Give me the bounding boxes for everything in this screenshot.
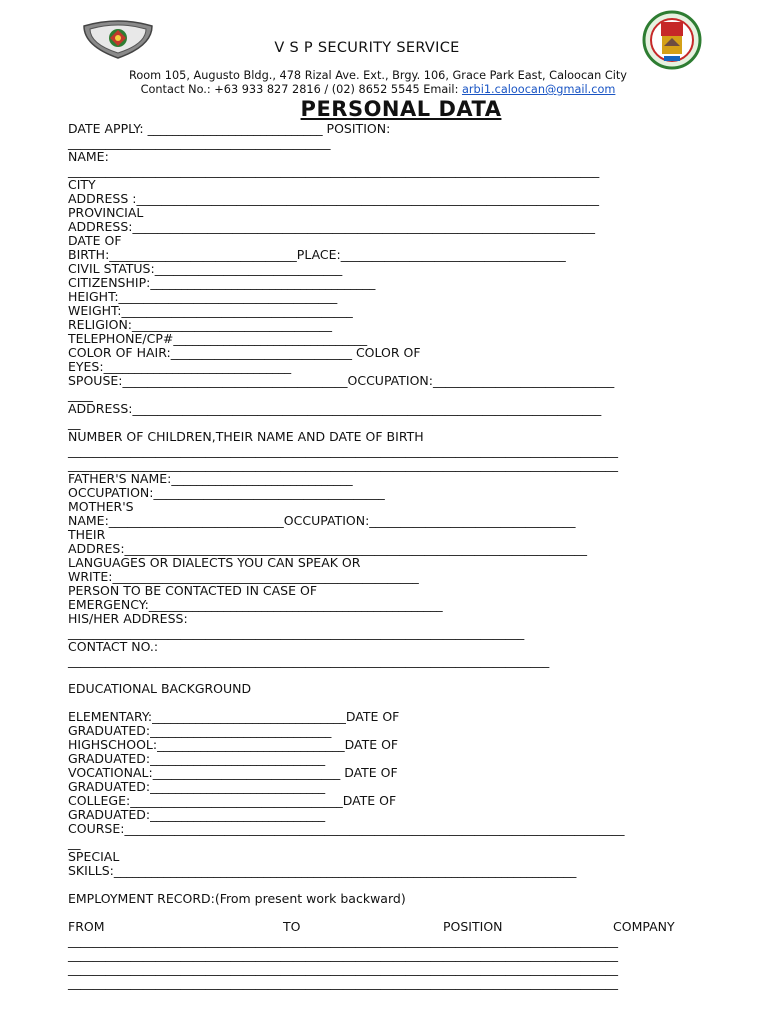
email-link[interactable]: arbi1.caloocan@gmail.com [461, 83, 616, 96]
column-to: TO [283, 919, 301, 934]
form-field-line: PERSON TO BE CONTACTED IN CASE OF [68, 583, 318, 598]
form-field-line: FATHER'S NAME:_____________________________ [68, 471, 353, 486]
form-field-line: CITY [68, 177, 96, 192]
education-field-line: HIGHSCHOOL:______________________________DATE OF [68, 737, 399, 752]
contact-line [0, 83, 756, 97]
form-field-line: __ [68, 415, 81, 430]
employment-row-line: ________________________________________________________________________________________ [68, 933, 618, 948]
spacer [68, 668, 748, 682]
column-position: POSITION [443, 919, 503, 934]
education-field-line: SPECIAL [68, 849, 120, 864]
education-field-line: COLLEGE:__________________________________DATE OF [68, 793, 397, 808]
education-field-line: SKILLS:__________________________________________________________________________ [68, 863, 577, 878]
education-field-line: ELEMENTARY:_______________________________DATE OF [68, 709, 400, 724]
letterhead-address [0, 69, 756, 97]
form-field-line: THEIR [68, 527, 106, 542]
form-field-line: COLOR OF HAIR:_____________________________ COLOR OF [68, 345, 421, 360]
column-from: FROM [68, 919, 105, 934]
form-field-line: ADDRESS :__________________________________________________________________________ [68, 191, 599, 206]
form-field-line: _________________________________________________________________________ [68, 625, 525, 640]
employment-row-line: ________________________________________________________________________________________ [68, 947, 618, 962]
column-company: COMPANY [613, 919, 675, 934]
form-field-line: NAME:____________________________OCCUPATION:_________________________________ [68, 513, 576, 528]
form-field-line: ________________________________________________________________________________________ [68, 443, 618, 458]
education-heading: EDUCATIONAL BACKGROUND [68, 681, 252, 696]
employment-columns [68, 920, 748, 934]
company-name: V S P SECURITY SERVICE [274, 40, 460, 56]
spacer [68, 696, 748, 710]
form-field-line: _____________________________________________________________________________ [68, 653, 550, 668]
education-field-line: GRADUATED:____________________________ [68, 807, 326, 822]
form-field-line: NUMBER OF CHILDREN,THEIR NAME AND DATE OF BIRTH [68, 429, 424, 444]
form-field-line: SPOUSE:____________________________________OCCUPATION:_____________________________ [68, 373, 615, 388]
form-field-line: ADDRESS:__________________________________________________________________________ [68, 219, 595, 234]
form-field-line: CITIZENSHIP:____________________________________ [68, 275, 376, 290]
form-field-line: MOTHER'S [68, 499, 134, 514]
personal-data-form [68, 122, 748, 990]
company-address: Room 105, Augusto Bldg., 478 Rizal Ave. Ext., Brgy. 106, Grace Park East, Caloocan City [129, 69, 627, 82]
page-title: PERSONAL DATA [300, 97, 502, 121]
form-field-line: TELEPHONE/CP#_______________________________ [68, 331, 368, 346]
employment-row-line: ________________________________________________________________________________________ [68, 975, 618, 990]
personal-info-section [68, 122, 748, 668]
form-field-line: RELIGION:________________________________ [68, 317, 333, 332]
education-field-line: VOCATIONAL:______________________________ DATE OF [68, 765, 398, 780]
form-field-line: NAME: [68, 149, 109, 164]
education-field-line: COURSE:________________________________________________________________________________ [68, 821, 625, 836]
spacer [68, 906, 748, 920]
form-field-line: CONTACT NO.: [68, 639, 159, 654]
form-field-line: _____________________________________________________________________________________ [68, 163, 600, 178]
education-field-line: GRADUATED:____________________________ [68, 779, 326, 794]
education-field-line: GRADUATED:_____________________________ [68, 723, 332, 738]
contact-text: Contact No.: +63 933 827 2816 / (02) 8652 5545 Email: [140, 83, 462, 96]
form-field-line: ________________________________________________________________________________________ [68, 457, 618, 472]
education-section [68, 710, 748, 878]
form-field-line: ____ [68, 387, 93, 402]
form-field-line: WEIGHT:_____________________________________ [68, 303, 353, 318]
form-field-line: DATE OF [68, 233, 122, 248]
employment-section [68, 934, 748, 990]
form-field-line: PROVINCIAL [68, 205, 144, 220]
form-field-line: EYES:______________________________ [68, 359, 292, 374]
employment-row-line: ________________________________________________________________________________________ [68, 961, 618, 976]
form-field-line: DATE APPLY: ____________________________ POSITION: [68, 121, 391, 136]
form-field-line: HIS/HER ADDRESS: [68, 611, 188, 626]
spacer [68, 878, 748, 892]
form-field-line: OCCUPATION:_____________________________________ [68, 485, 385, 500]
form-field-line: EMERGENCY:_______________________________________________ [68, 597, 443, 612]
form-field-line: HEIGHT:___________________________________ [68, 289, 338, 304]
employment-heading: EMPLOYMENT RECORD:(From present work backward) [68, 891, 406, 906]
form-field-line: WRITE:_________________________________________________ [68, 569, 419, 584]
form-field-line: CIVIL STATUS:______________________________ [68, 261, 343, 276]
education-field-line: GRADUATED:____________________________ [68, 751, 326, 766]
form-field-line: ADDRESS:___________________________________________________________________________ [68, 401, 602, 416]
form-field-line: LANGUAGES OR DIALECTS YOU CAN SPEAK OR [68, 555, 361, 570]
form-field-line: ADDRES:__________________________________________________________________________ [68, 541, 588, 556]
form-field-line: __________________________________________ [68, 135, 331, 150]
education-field-line: __ [68, 835, 81, 850]
form-field-line: BIRTH:______________________________PLACE:____________________________________ [68, 247, 566, 262]
